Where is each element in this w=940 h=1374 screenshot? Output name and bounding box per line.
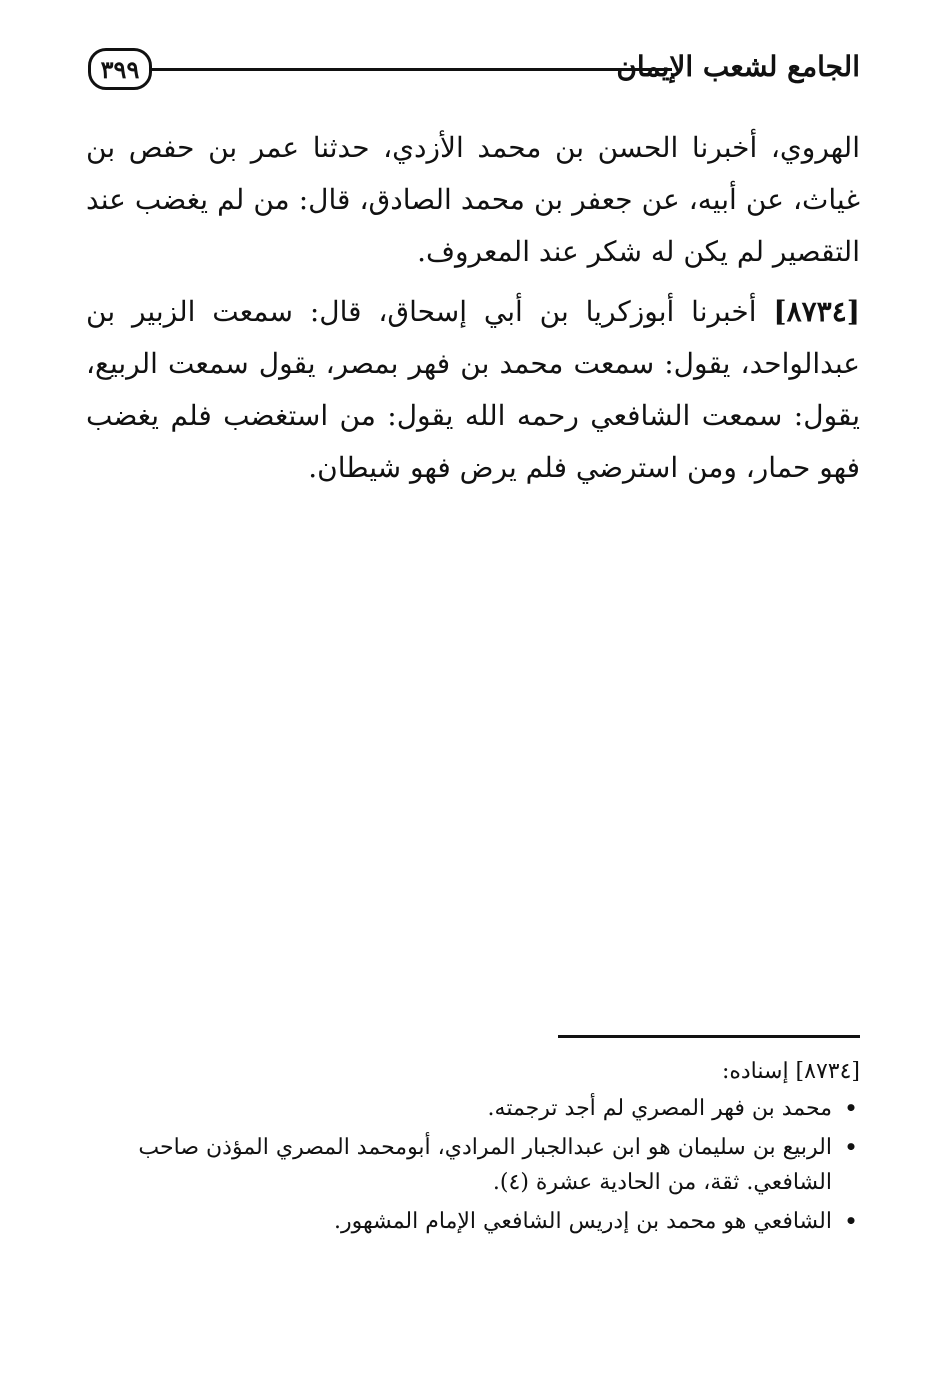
header-divider: [152, 68, 672, 71]
hadith-number: [٨٧٣٤]: [773, 295, 860, 328]
footnote-text: محمد بن فهر المصري لم أجد ترجمته.: [487, 1096, 832, 1121]
footnote-text: الشافعي هو محمد بن إدريس الشافعي الإمام المشهور.: [333, 1209, 832, 1234]
footnote-heading: [٨٧٣٤] إسناده:: [721, 1059, 860, 1084]
book-title: الجامع لشعب الإيمان: [616, 50, 860, 83]
page-number-badge: ٣٩٩: [88, 48, 152, 90]
footnote-divider: [558, 1035, 860, 1038]
footnote-text: الربيع بن سليمان هو ابن عبدالجبار المرادي، أبومحمد المصري المؤذن صاحب الشافعي. ثقة، من الحادية عشرة (٤).: [138, 1135, 832, 1195]
paragraph-hadith-8734: [86, 286, 860, 494]
bullet-icon: •: [844, 1135, 858, 1159]
main-text: [86, 122, 860, 502]
footnote-item: [86, 1130, 860, 1200]
bullet-icon: •: [844, 1096, 858, 1120]
footnote-item: [86, 1091, 860, 1126]
hadith-text: أخبرنا أبوزكريا بن أبي إسحاق، قال: سمعت الزبير بن عبدالواحد، يقول: سمعت محمد بن فهر بمصر، يقول سمعت الربيع، يقول: سمعت الشافعي رحمه الله يقول: من استغضب فلم يغضب فهو حمار، ومن استرضي فلم يرض فهو شيطان.: [86, 295, 860, 484]
footnotes-section: [86, 1054, 860, 1243]
paragraph-continued-narration: الهروي، أخبرنا الحسن بن محمد الأزدي، حدثنا عمر بن حفص بن غياث، عن أبيه، عن جعفر بن محمد الصادق، قال: من لم يغضب عند التقصير لم يكن له شكر عند المعروف.: [86, 131, 860, 268]
footnote-item: [86, 1204, 860, 1239]
page-header: [88, 44, 860, 100]
bullet-icon: •: [844, 1209, 858, 1233]
